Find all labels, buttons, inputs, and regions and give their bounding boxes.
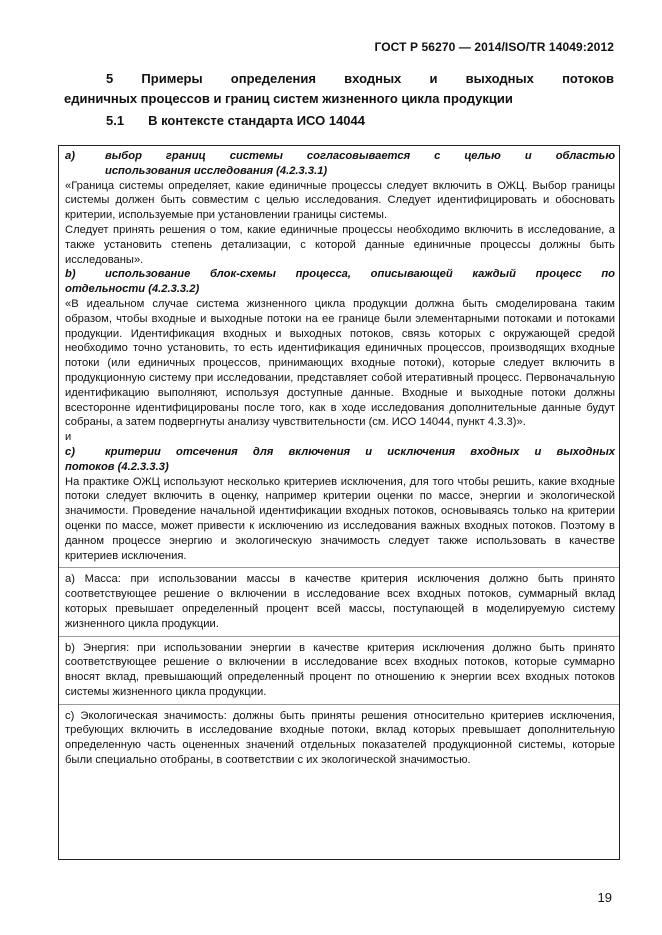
title-word: и: [429, 71, 438, 86]
item-b-marker: b): [65, 268, 76, 281]
item-b-heading-line2: отдельности (4.2.3.3.2): [65, 283, 200, 296]
divider: [59, 636, 619, 637]
subsection-title: В контексте стандарта ИСО 14044: [148, 113, 365, 128]
item-b-conjunction: и: [65, 431, 72, 444]
section-heading: [64, 69, 614, 131]
item-a-heading-line1: выбор границ системы согласовывается с целью и областью: [105, 150, 615, 162]
section-title-line: [64, 69, 614, 89]
item-c-paragraph: На практике ОЖЦ используют несколько критериев исключения, для того чтобы решить, какие входные потоки следует включить в оценку, например критерии оценки по массе, энергии и экологической значимости. Проведение начальной идентификации входных потоков, основываясь только на критерии оценки по массе, может привести к исключению из исследования важных входных потоков. Поэтому в данном процессе энергию и экологическую значимость следует также использовать в качестве критериев исключения.: [65, 475, 615, 562]
item-a-heading-line2: использования исследования (4.2.3.3.1): [105, 164, 328, 177]
subsection-heading: [64, 111, 614, 131]
item-b-heading-line1: использование блок-схемы процесса, описывающей каждый процесс по: [105, 268, 615, 281]
item-b-paragraph: «В идеальном случае система жизненного цикла продукции должна быть смоделирована таким образом, чтобы входные и выходные потоки на ее границе были элементарными потоками и потоками продукции. Идентификация входных и выходных потоков, связь которых с окружающей средой необходимо точно установить, то есть идентификация единичных процессов, производящих входные потоки (или единичных процессов, принимающих входные потоки), которые следует включить в продукционную систему при исследовании, представляет собой итеративный процесс. Первоначальную идентификацию выполняют, используя доступные данные. Входные и выходные потоки должны всесторонне идентифицированы после того, как в ходе исследования дополнительные данные будут собраны, а затем подвергнуты анализу чувствительности (см. ИСО 14044, пункт 4.3.3)».: [65, 297, 615, 429]
criterion-environmental: c) Экологическая значимость: должны быть приняты решения относительно критериев исключения, требующих включить в исследование входные потоки, вклад которых превышает дополнительную определенную часть оцененных значений отдельных показателей продукционной системы, которые были специально отобраны, в соответствии с их экологической значимостью.: [65, 709, 615, 767]
item-b-heading: [65, 267, 615, 282]
criterion-energy: b) Энергия: при использовании энергии в качестве критерия исключения должно быть принято соответствующее решение о включении в исследование всех входных потоков, которые суммарно вносят вклад, превышающий определенный процент по отношению к энергии всех входных потоков системы жизненного цикла продукции.: [65, 641, 615, 698]
item-c-heading-line1: критерии отсечения для включения и исключения входных и выходных: [105, 445, 615, 458]
title-word: входных: [344, 71, 402, 86]
subsection-number: 5.1: [106, 113, 125, 128]
title-word: определения: [230, 71, 316, 86]
title-word: выходных: [465, 71, 534, 86]
item-a-paragraph-2: Следует принять решения о том, какие единичные процессы необходимо включить в исследование, а также установить степень детализации, с которой данные единичные процессы должны быть исследованы».: [65, 223, 615, 266]
quoted-requirements-box: [58, 145, 620, 860]
title-word: потоков: [562, 71, 614, 86]
title-word: Примеры: [141, 71, 203, 86]
item-a-paragraph-1: «Граница системы определяет, какие единичные процессы следует включить в ОЖЦ. Выбор границы системы должен быть совместим с целью исследования. Следует идентифицировать и обосновать критерии, используемые при установлении границы системы.: [65, 179, 615, 222]
section-number: 5: [106, 71, 114, 86]
item-c-marker: c): [65, 445, 75, 458]
item-a-heading: [65, 149, 615, 164]
item-c-heading-line2: потоков (4.2.3.3.3): [65, 460, 169, 473]
criterion-mass: a) Масса: при использовании массы в качестве критерия исключения должно быть принято соответствующее решение о включении в исследование всех входных потоков, суммарный вклад которых превышает определенный процент всей массы, поступающей в моделируемую систему жизненного цикла продукции.: [65, 573, 615, 630]
item-a-marker: a): [65, 150, 75, 162]
divider: [59, 567, 619, 568]
standard-header: ГОСТ Р 56270 — 2014/ISO/TR 14049:2012: [374, 40, 614, 54]
divider: [59, 704, 619, 705]
item-c-heading: [65, 445, 615, 460]
section-title-continuation: единичных процессов и границ систем жизненного цикла продукции: [64, 91, 513, 106]
page-number: 19: [597, 890, 612, 905]
